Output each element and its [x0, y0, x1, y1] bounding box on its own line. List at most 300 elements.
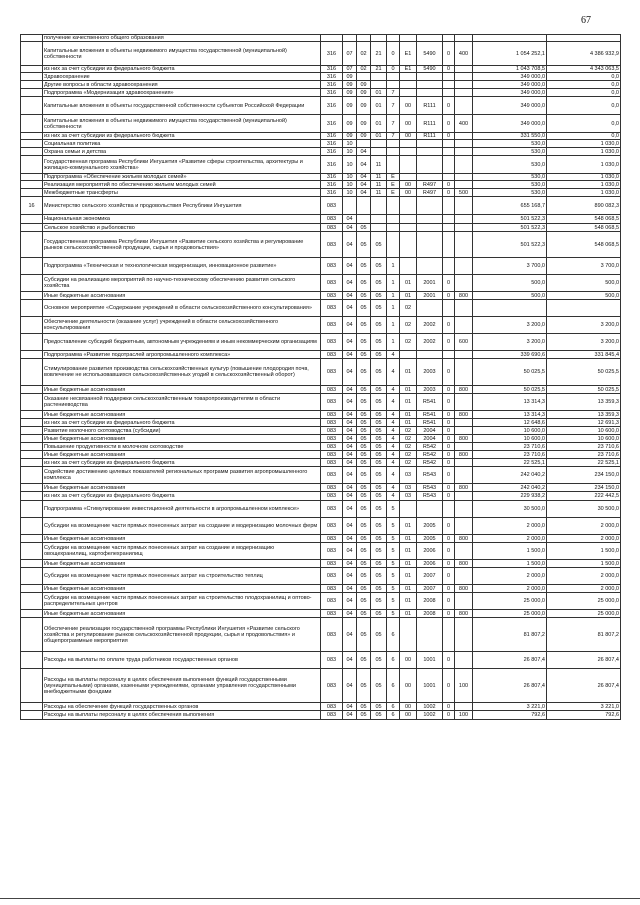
event-code: 00 — [400, 703, 417, 711]
ministry-code: 316 — [321, 148, 343, 156]
row-name: Содействие достижению целевых показателей региональных программ развития агропромышленного комплекса — [43, 467, 321, 484]
subprogram-code: E — [387, 174, 400, 181]
subsection-code: 05 — [357, 568, 371, 585]
subsection-code: 04 — [357, 174, 371, 181]
amount-year2: 0,0 — [547, 89, 621, 97]
subsection-code: 05 — [357, 292, 371, 300]
expense-type: 100 — [455, 711, 473, 720]
amount-year1: 26 807,4 — [473, 652, 547, 669]
row-number — [21, 518, 43, 535]
amount-year2: 500,0 — [547, 275, 621, 292]
amount-year1: 1 054 252,1 — [473, 42, 547, 66]
subsection-code: 05 — [357, 419, 371, 427]
subsection-code: 05 — [357, 351, 371, 359]
ministry-code: 083 — [321, 435, 343, 443]
program-code: 05 — [371, 317, 387, 334]
ministry-code: 083 — [321, 351, 343, 359]
ministry-code: 083 — [321, 232, 343, 258]
event-code: E1 — [400, 42, 417, 66]
row-number — [21, 585, 43, 593]
direction-code: R543 — [417, 467, 443, 484]
subprogram-code: 7 — [387, 115, 400, 133]
amount-year2: 0,0 — [547, 115, 621, 133]
direction-code: 2008 — [417, 593, 443, 610]
event-code: 03 — [400, 467, 417, 484]
direction-code: R497 — [417, 189, 443, 197]
direction-suffix: 0 — [443, 443, 455, 451]
event-code — [400, 156, 417, 174]
amount-year2: 0,0 — [547, 133, 621, 140]
expense-type — [455, 156, 473, 174]
subprogram-code: 4 — [387, 484, 400, 492]
subsection-code: 05 — [357, 501, 371, 518]
event-code: 03 — [400, 484, 417, 492]
row-name: Иные бюджетные ассигнования — [43, 610, 321, 618]
section-code: 09 — [343, 81, 357, 89]
ministry-code: 083 — [321, 443, 343, 451]
program-code: 05 — [371, 394, 387, 411]
row-number — [21, 501, 43, 518]
expense-type — [455, 394, 473, 411]
expense-type — [455, 215, 473, 224]
program-code: 05 — [371, 518, 387, 535]
row-name: Иные бюджетные ассигнования — [43, 585, 321, 593]
ministry-code: 083 — [321, 386, 343, 394]
section-code: 07 — [343, 42, 357, 66]
direction-code: 2005 — [417, 535, 443, 543]
program-code: 01 — [371, 97, 387, 115]
ministry-code: 083 — [321, 359, 343, 386]
amount-year1: 2 000,0 — [473, 568, 547, 585]
table-row — [21, 419, 621, 427]
table-row — [21, 501, 621, 518]
direction-suffix — [443, 81, 455, 89]
subsection-code: 05 — [357, 451, 371, 459]
subsection-code: 05 — [357, 386, 371, 394]
table-row — [21, 89, 621, 97]
subprogram-code: 7 — [387, 89, 400, 97]
direction-suffix: 0 — [443, 451, 455, 459]
direction-code: 2006 — [417, 560, 443, 568]
row-name: Иные бюджетные ассигнования — [43, 435, 321, 443]
direction-suffix: 0 — [443, 585, 455, 593]
amount-year2: 25 000,0 — [547, 610, 621, 618]
row-name: Расходы на выплаты персоналу в целях обеспечения выполнения — [43, 711, 321, 720]
program-code: 05 — [371, 652, 387, 669]
subsection-code: 05 — [357, 232, 371, 258]
section-code: 10 — [343, 148, 357, 156]
amount-year2: 3 221,0 — [547, 703, 621, 711]
amount-year2: 0,0 — [547, 73, 621, 81]
ministry-code: 316 — [321, 133, 343, 140]
ministry-code: 083 — [321, 411, 343, 419]
direction-suffix — [443, 501, 455, 518]
program-code: 05 — [371, 711, 387, 720]
table-row — [21, 140, 621, 148]
subprogram-code: 6 — [387, 652, 400, 669]
ministry-code: 316 — [321, 42, 343, 66]
row-number — [21, 224, 43, 232]
row-name: Обеспечение реализации государственной программы Республики Ингушетия «Развитие сельского хозяйства и регулирование рынков сельскохозяйственной продукции, сырья и продовольствия» и общепрограммные мероприятия — [43, 618, 321, 652]
event-code: 01 — [400, 359, 417, 386]
subsection-code: 05 — [357, 275, 371, 292]
subprogram-code: 5 — [387, 543, 400, 560]
row-name: Субсидии на возмещение части прямых понесенных затрат на строительство плодохранилищ и оптово-распределительных центров — [43, 593, 321, 610]
row-number — [21, 181, 43, 189]
expense-type: 800 — [455, 435, 473, 443]
event-code — [400, 140, 417, 148]
program-code: 05 — [371, 443, 387, 451]
ministry-code: 083 — [321, 224, 343, 232]
row-number — [21, 568, 43, 585]
subprogram-code: 4 — [387, 394, 400, 411]
subsection-code: 09 — [357, 97, 371, 115]
ministry-code: 083 — [321, 518, 343, 535]
direction-suffix — [443, 215, 455, 224]
event-code: 01 — [400, 518, 417, 535]
amount-year2: 234 150,0 — [547, 467, 621, 484]
ministry-code: 083 — [321, 258, 343, 275]
event-code — [400, 351, 417, 359]
direction-suffix: 0 — [443, 669, 455, 703]
amount-year1: 530,0 — [473, 174, 547, 181]
amount-year1: 23 710,6 — [473, 451, 547, 459]
program-code: 11 — [371, 181, 387, 189]
subsection-code: 05 — [357, 560, 371, 568]
expense-type — [455, 359, 473, 386]
event-code — [400, 232, 417, 258]
direction-code: 2003 — [417, 359, 443, 386]
amount-year1: 530,0 — [473, 189, 547, 197]
direction-suffix: 0 — [443, 518, 455, 535]
subprogram-code: 4 — [387, 419, 400, 427]
subsection-code: 05 — [357, 467, 371, 484]
direction-code: 1002 — [417, 711, 443, 720]
row-number — [21, 359, 43, 386]
program-code: 05 — [371, 386, 387, 394]
table-row — [21, 258, 621, 275]
direction-code — [417, 300, 443, 317]
section-code: 04 — [343, 652, 357, 669]
row-name: Капитальные вложения в объекты государственной собственности субъектов Российской Федерации — [43, 97, 321, 115]
direction-code: 2008 — [417, 610, 443, 618]
direction-suffix — [443, 618, 455, 652]
subsection-code: 05 — [357, 394, 371, 411]
row-name: Иные бюджетные ассигнования — [43, 292, 321, 300]
ministry-code: 083 — [321, 197, 343, 215]
row-number — [21, 189, 43, 197]
ministry-code: 083 — [321, 215, 343, 224]
direction-code — [417, 73, 443, 81]
table-row — [21, 97, 621, 115]
amount-year1: 13 314,3 — [473, 394, 547, 411]
direction-code: 5490 — [417, 66, 443, 73]
program-code: 21 — [371, 42, 387, 66]
table-row — [21, 386, 621, 394]
table-row — [21, 73, 621, 81]
row-name: Повышение продуктивности в молочном скотоводстве — [43, 443, 321, 451]
ministry-code: 083 — [321, 394, 343, 411]
section-code: 07 — [343, 66, 357, 73]
amount-year1 — [473, 300, 547, 317]
program-code: 05 — [371, 560, 387, 568]
expense-type — [455, 427, 473, 435]
event-code: 02 — [400, 300, 417, 317]
event-code: 01 — [400, 275, 417, 292]
amount-year2: 22 525,1 — [547, 459, 621, 467]
subprogram-code — [387, 224, 400, 232]
table-row — [21, 703, 621, 711]
subsection-code: 09 — [357, 81, 371, 89]
expense-type — [455, 518, 473, 535]
direction-suffix — [443, 351, 455, 359]
expense-type — [455, 89, 473, 97]
section-code: 04 — [343, 411, 357, 419]
row-number — [21, 35, 43, 42]
amount-year2: 26 807,4 — [547, 669, 621, 703]
table-row — [21, 411, 621, 419]
amount-year2: 222 442,5 — [547, 492, 621, 501]
table-row — [21, 443, 621, 451]
program-code: 05 — [371, 484, 387, 492]
expense-type — [455, 351, 473, 359]
subprogram-code: 1 — [387, 300, 400, 317]
subsection-code: 05 — [357, 484, 371, 492]
direction-code: 5490 — [417, 42, 443, 66]
ministry-code: 083 — [321, 669, 343, 703]
ministry-code: 316 — [321, 66, 343, 73]
direction-code — [417, 232, 443, 258]
event-code: 01 — [400, 394, 417, 411]
expense-type: 400 — [455, 42, 473, 66]
program-code: 05 — [371, 451, 387, 459]
row-name: получение качественного общего образования — [43, 35, 321, 42]
section-code: 04 — [343, 703, 357, 711]
row-name: Национальная экономика — [43, 215, 321, 224]
section-code: 04 — [343, 351, 357, 359]
expense-type — [455, 197, 473, 215]
section-code: 04 — [343, 300, 357, 317]
row-name: Стимулирование развития производства сельскохозяйственных культур (повышение плодородия почв, вовлечение не использовавшихся сельскохозяйственных угодий в сельскохозяйственный оборот) — [43, 359, 321, 386]
section-code: 04 — [343, 334, 357, 351]
amount-year1: 349 000,0 — [473, 97, 547, 115]
amount-year1: 349 000,0 — [473, 89, 547, 97]
event-code: 01 — [400, 292, 417, 300]
row-name: из них за счет субсидии из федерального бюджета — [43, 459, 321, 467]
table-row — [21, 156, 621, 174]
row-name: из них за счет субсидии из федерального бюджета — [43, 492, 321, 501]
expense-type — [455, 73, 473, 81]
direction-suffix: 0 — [443, 292, 455, 300]
subsection-code — [357, 140, 371, 148]
direction-code: R541 — [417, 419, 443, 427]
direction-code: 1002 — [417, 703, 443, 711]
direction-suffix: 0 — [443, 568, 455, 585]
subsection-code: 05 — [357, 443, 371, 451]
expense-type — [455, 232, 473, 258]
amount-year1: 3 221,0 — [473, 703, 547, 711]
expense-type — [455, 35, 473, 42]
subprogram-code: 4 — [387, 427, 400, 435]
subsection-code — [357, 73, 371, 81]
expense-type — [455, 419, 473, 427]
direction-code — [417, 351, 443, 359]
ministry-code: 083 — [321, 300, 343, 317]
amount-year2: 81 807,2 — [547, 618, 621, 652]
amount-year1: 349 000,0 — [473, 81, 547, 89]
row-name: Иные бюджетные ассигнования — [43, 560, 321, 568]
program-code — [371, 73, 387, 81]
amount-year1: 22 525,1 — [473, 459, 547, 467]
direction-suffix — [443, 73, 455, 81]
subprogram-code: 4 — [387, 411, 400, 419]
amount-year2: 30 500,0 — [547, 501, 621, 518]
subprogram-code — [387, 81, 400, 89]
ministry-code: 083 — [321, 451, 343, 459]
event-code: 00 — [400, 711, 417, 720]
event-code: 00 — [400, 115, 417, 133]
amount-year1: 13 314,3 — [473, 411, 547, 419]
event-code: 01 — [400, 560, 417, 568]
amount-year1: 530,0 — [473, 181, 547, 189]
expense-type — [455, 181, 473, 189]
row-number — [21, 115, 43, 133]
subsection-code: 05 — [357, 411, 371, 419]
row-number — [21, 42, 43, 66]
row-name: Иные бюджетные ассигнования — [43, 386, 321, 394]
amount-year2: 2 000,0 — [547, 535, 621, 543]
amount-year1: 501 522,3 — [473, 215, 547, 224]
subsection-code: 05 — [357, 593, 371, 610]
direction-suffix: 0 — [443, 317, 455, 334]
expense-type — [455, 459, 473, 467]
subprogram-code: 4 — [387, 359, 400, 386]
section-code: 04 — [343, 427, 357, 435]
section-code: 09 — [343, 115, 357, 133]
section-code: 09 — [343, 97, 357, 115]
ministry-code: 083 — [321, 568, 343, 585]
direction-code — [417, 35, 443, 42]
direction-code: R543 — [417, 484, 443, 492]
row-name: Предоставление субсидий бюджетным, автономным учреждениям и иным некоммерческим организациям — [43, 334, 321, 351]
direction-code: 1001 — [417, 669, 443, 703]
section-code: 10 — [343, 181, 357, 189]
direction-suffix — [443, 197, 455, 215]
direction-code: 2001 — [417, 292, 443, 300]
subprogram-code: E — [387, 181, 400, 189]
program-code — [371, 140, 387, 148]
subprogram-code: 6 — [387, 618, 400, 652]
amount-year2: 50 025,5 — [547, 359, 621, 386]
amount-year2: 3 200,0 — [547, 317, 621, 334]
program-code: 05 — [371, 300, 387, 317]
direction-code: 2004 — [417, 427, 443, 435]
event-code — [400, 73, 417, 81]
table-row — [21, 334, 621, 351]
amount-year1: 501 522,3 — [473, 232, 547, 258]
row-name: Другие вопросы в области здравоохранения — [43, 81, 321, 89]
row-number — [21, 669, 43, 703]
section-code: 04 — [343, 535, 357, 543]
ministry-code: 316 — [321, 181, 343, 189]
program-code: 01 — [371, 133, 387, 140]
row-number — [21, 394, 43, 411]
expense-type: 800 — [455, 451, 473, 459]
row-name: Субсидии на возмещение части прямых понесенных затрат на создание и модернизацию молочных ферм — [43, 518, 321, 535]
direction-suffix: 0 — [443, 394, 455, 411]
subprogram-code: 1 — [387, 334, 400, 351]
section-code: 10 — [343, 156, 357, 174]
event-code: 01 — [400, 585, 417, 593]
event-code — [400, 174, 417, 181]
direction-code — [417, 148, 443, 156]
subprogram-code — [387, 156, 400, 174]
event-code — [400, 501, 417, 518]
section-code: 04 — [343, 459, 357, 467]
amount-year2: 26 807,4 — [547, 652, 621, 669]
row-number — [21, 443, 43, 451]
amount-year1: 3 200,0 — [473, 317, 547, 334]
ministry-code: 083 — [321, 501, 343, 518]
event-code: 01 — [400, 411, 417, 419]
amount-year1: 10 600,0 — [473, 427, 547, 435]
row-number — [21, 593, 43, 610]
table-row — [21, 133, 621, 140]
program-code: 05 — [371, 585, 387, 593]
table-row — [21, 618, 621, 652]
program-code: 05 — [371, 610, 387, 618]
direction-suffix: 0 — [443, 543, 455, 560]
subsection-code: 05 — [357, 427, 371, 435]
program-code: 11 — [371, 156, 387, 174]
table-row — [21, 467, 621, 484]
event-code: 00 — [400, 189, 417, 197]
event-code — [400, 258, 417, 275]
amount-year2: 1 030,0 — [547, 174, 621, 181]
row-name: Межбюджетные трансферты — [43, 189, 321, 197]
row-number — [21, 652, 43, 669]
amount-year1: 3 200,0 — [473, 334, 547, 351]
amount-year1: 1 500,0 — [473, 560, 547, 568]
event-code: 02 — [400, 317, 417, 334]
event-code: 01 — [400, 419, 417, 427]
row-number — [21, 334, 43, 351]
amount-year2 — [547, 35, 621, 42]
direction-suffix: 0 — [443, 711, 455, 720]
direction-suffix — [443, 35, 455, 42]
program-code: 05 — [371, 568, 387, 585]
subprogram-code: 5 — [387, 585, 400, 593]
ministry-code: 083 — [321, 585, 343, 593]
ministry-code: 083 — [321, 484, 343, 492]
subsection-code: 05 — [357, 669, 371, 703]
row-number — [21, 386, 43, 394]
amount-year1: 349 000,0 — [473, 73, 547, 81]
subprogram-code: 4 — [387, 386, 400, 394]
expense-type: 400 — [455, 115, 473, 133]
subprogram-code: 4 — [387, 443, 400, 451]
section-code: 04 — [343, 275, 357, 292]
amount-year1: 242 040,2 — [473, 467, 547, 484]
amount-year2: 792,6 — [547, 711, 621, 720]
direction-code: 2002 — [417, 317, 443, 334]
subprogram-code: 5 — [387, 568, 400, 585]
table-row — [21, 610, 621, 618]
row-name: Иные бюджетные ассигнования — [43, 411, 321, 419]
amount-year1: 2 000,0 — [473, 535, 547, 543]
amount-year1: 242 040,2 — [473, 484, 547, 492]
direction-code — [417, 156, 443, 174]
